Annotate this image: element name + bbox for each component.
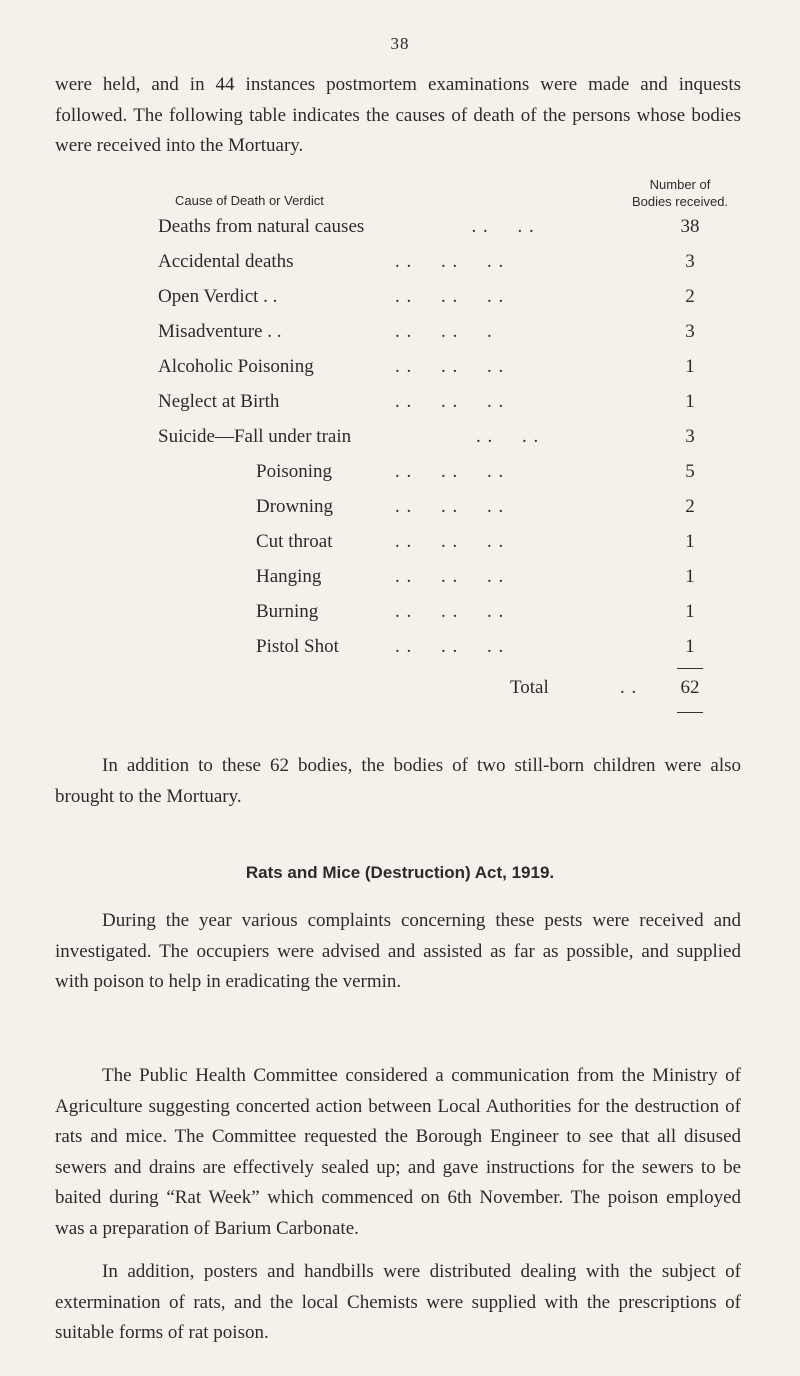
table-row — [0, 636, 800, 666]
row-leader: . . . . — [430, 426, 540, 447]
row-leader: . . . . . . — [395, 566, 505, 587]
row-label: Poisoning — [256, 461, 333, 482]
row-value: 38 — [680, 216, 700, 237]
row-label: Deaths from natural causes — [158, 216, 365, 237]
row-leader: . . . . — [460, 216, 535, 237]
row-label: Alcoholic Poisoning — [158, 356, 314, 377]
row-label: Burning — [256, 601, 319, 622]
row-value: 1 — [685, 391, 695, 412]
row-leader: . . . . . . — [395, 496, 505, 517]
total-label: Total — [510, 677, 549, 698]
table-header-cause: Cause of Death or Verdict — [175, 193, 324, 208]
table-row — [0, 496, 800, 526]
row-value: 2 — [685, 496, 695, 517]
row-value: 1 — [685, 356, 695, 377]
table-row — [0, 566, 800, 596]
row-leader: . . . . . . — [395, 286, 505, 307]
row-leader: . . . . . . — [395, 251, 505, 272]
row-leader: . . . . . . — [395, 461, 505, 482]
row-value: 1 — [685, 601, 695, 622]
row-leader: . . . . . . — [395, 356, 505, 377]
section-heading: Rats and Mice (Destruction) Act, 1919. — [245, 863, 555, 882]
row-leader: . . . . . — [395, 321, 493, 342]
table-header-number-line1: Number of — [649, 177, 711, 192]
row-leader: . . . . . . — [395, 531, 505, 552]
total-rule-top — [677, 668, 703, 669]
table-row — [0, 286, 800, 316]
row-value: 1 — [685, 531, 695, 552]
row-value: 3 — [685, 426, 695, 447]
row-label: Misadventure . . — [158, 321, 282, 342]
row-label: Drowning — [256, 496, 334, 517]
row-leader: . . . . . . — [395, 636, 505, 657]
row-label: Neglect at Birth — [158, 391, 280, 412]
intro-paragraph: were held, and in 44 instances postmortem examinations were made and inquests followed. The following table indicates the causes of death of the persons whose bodies were received into the Mortuary. — [55, 74, 741, 156]
page-number: 38 — [390, 34, 410, 53]
table-header-number-line2: Bodies received. — [631, 194, 729, 209]
table-row — [0, 216, 800, 246]
table-header-number — [610, 176, 750, 210]
row-value: 1 — [685, 566, 695, 587]
row-label: Suicide—Fall under train — [158, 426, 352, 447]
table-row — [0, 251, 800, 281]
row-leader: . . . . . . — [395, 391, 505, 412]
committee-paragraph: The Public Health Committee considered a communication from the Ministry of Agriculture suggesting concerted action between Local Authorities for the destruction of rats and mice. The Committee requested the Borough Engineer to see that all disused sewers and drains are effectively sealed up; and gave instructions for the sewers to be baited during “Rat Week” which commenced on 6th November. The poison employed was a preparation of Barium Carbonate. — [55, 1065, 741, 1239]
table-row — [0, 531, 800, 561]
table-row — [0, 461, 800, 491]
row-leader: . . . . . . — [395, 601, 505, 622]
table-row — [0, 601, 800, 631]
posters-paragraph: In addition, posters and handbills were distributed dealing with the subject of extermination of rats, and the local Chemists were supplied with the prescriptions of suitable forms of rat poison. — [55, 1261, 741, 1343]
total-row — [0, 677, 800, 707]
complaints-paragraph: During the year various complaints concerning these pests were received and investigated. The occupiers were advised and assisted as far as possible, and supplied with poison to help in eradicating the vermin. — [55, 910, 741, 992]
row-label: Pistol Shot — [256, 636, 339, 657]
row-label: Open Verdict . . — [158, 286, 278, 307]
table-row — [0, 391, 800, 421]
table-row — [0, 321, 800, 351]
row-value: 2 — [685, 286, 695, 307]
row-label: Hanging — [256, 566, 322, 587]
table-row — [0, 356, 800, 386]
total-value: 62 — [680, 677, 700, 698]
table-row — [0, 426, 800, 456]
stillborn-paragraph: In addition to these 62 bodies, the bodies of two still-born children were also brought to the Mortuary. — [55, 755, 741, 807]
row-label: Cut throat — [256, 531, 333, 552]
row-value: 3 — [685, 321, 695, 342]
row-value: 5 — [685, 461, 695, 482]
row-label: Accidental deaths — [158, 251, 294, 272]
row-value: 1 — [685, 636, 695, 657]
total-rule-bottom — [677, 712, 703, 713]
total-leader: . . — [620, 677, 638, 698]
row-value: 3 — [685, 251, 695, 272]
